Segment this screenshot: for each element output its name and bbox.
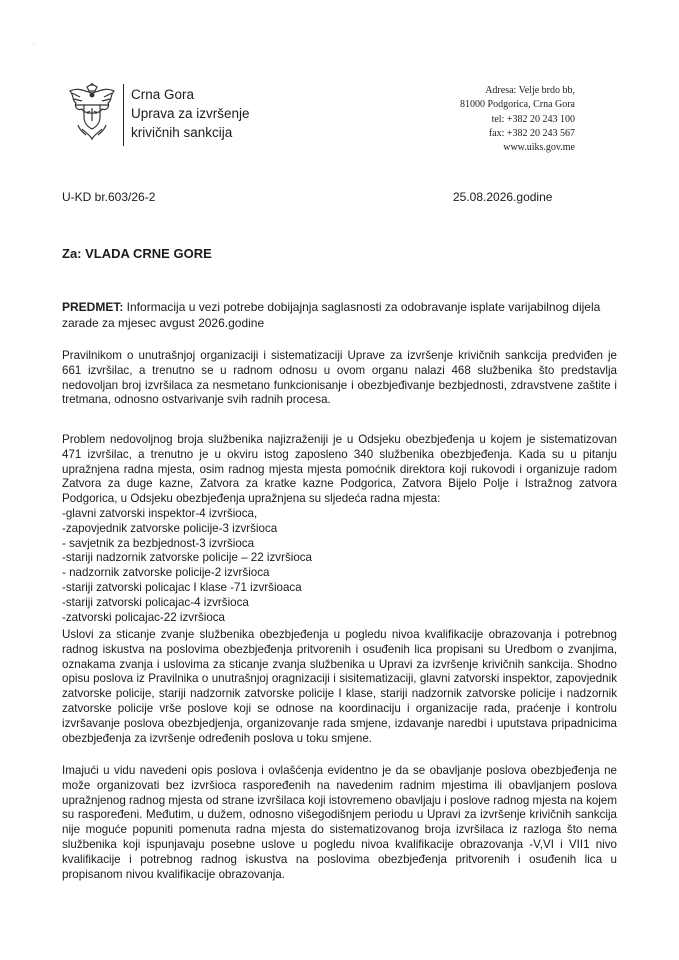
contact-block bbox=[460, 84, 575, 155]
position-item: -zapovjednik zatvorske policije-3 izvršioca bbox=[62, 521, 278, 535]
subject-label: PREDMET: bbox=[62, 300, 124, 314]
contact-address: Adresa: Velje brdo bb, bbox=[485, 85, 575, 96]
position-item: -glavni zatvorski inspektor-4 izvršioca, bbox=[62, 506, 258, 520]
body-paragraph-2 bbox=[62, 433, 617, 625]
contact-website: www.uiks.gov.me bbox=[503, 142, 575, 154]
recipient-line: Za: VLADA CRNE GORE bbox=[62, 246, 212, 261]
subject-text: Informacija u vezi potrebe dobijajnja saglasnosti za odobravanje isplate varijabilnog dijela zarade za mjesec avgust 2026.godine bbox=[62, 300, 601, 330]
body-paragraph-1: Pravilnikom o unutrašnjoj organizaciji i sistematizaciji Uprave za izvršenje krivičnih sankcija predviđen je 661 izvršilac, a trenutno se u radnom odnosu u ovom organu nalazi 468 službenika što predstavlja nedovoljan broj izvršilaca za nesmetano funkcionisanje i obezbjeđivanje bezbjednosti, zdravstvene zaštite i tretmana, odnosno ostvarivanje svih radnih procesa. bbox=[62, 349, 617, 407]
paragraph-2-text: Problem nedovoljnog broja službenika najizraženiji je u Odsjeku obezbjeđenja u kojem je sistematizovan 471 izvršilac, a trenutno je u okviru istog zaposleno 340 službenika obezbjeđenja. Kada su u pitanju upražnjena radna mjesta, osim radnog mjesta mjesta pomoćnik direktora koji rukovodi i organizuje radom Zatvora za duge kazne, Zatvora za kratke kazne Podgorica, Zatvora Bijelo Polje i Istražnog zatvora Podgorica, u Odsjeku obezbjeđenja upražnjena su sljedeća radna mjesta: bbox=[62, 433, 617, 506]
position-item: -stariji zatvorski policajac I klase -71 izvršioaca bbox=[62, 580, 302, 594]
position-item: - nadzornik zatvorske policije-2 izvršioca bbox=[62, 566, 270, 580]
position-item: -zatvorski policajac-22 izvršioca bbox=[62, 610, 226, 624]
org-line-authority: Uprava za izvršenje bbox=[131, 106, 250, 121]
document-date: 25.08.2026.godine bbox=[453, 190, 553, 204]
position-item: -stariji zatvorski policajac-4 izvršioca bbox=[62, 595, 249, 609]
org-line-country: Crna Gora bbox=[131, 87, 195, 102]
contact-fax: fax: +382 20 243 567 bbox=[488, 127, 575, 139]
contact-phone: tel: +382 20 243 100 bbox=[491, 113, 575, 125]
coat-of-arms-icon bbox=[66, 83, 118, 141]
scan-smudge: ⁘ · bbox=[30, 40, 42, 49]
subject-block bbox=[62, 300, 617, 331]
body-paragraph-3: Uslovi za sticanje zvanje službenika obezbjeđenja u pogledu nivoa kvalifikacije obrazovanja i potrebnog radnog iskustva na poslovima obezbjeđenja pritvorenih i osuđenih lica propisani su Uredbom o zvanjima, oznakama zvanja i uslovima za sticanje zvanja službenika u Upravi za izvršenje krivičnih sankcija. Shodno opisu poslova iz Pravilnika o unutrašnjoj oragnizaciji i sisitematizaciji, glavni zatvorski inspektor, zapovjednik zatvorske policije, stariji nadzornik zatvorske policije I klase, stariji nadzornik zatvorske policije i nadzornik zatvorske policije vrše poslove koji se odnose na koordinaciju i organizacije rada, praćenje i kontrolu izvršavanje poslova obezbjedjenja, organizovanje rada smjene, izdavanje naredbi i uputstava pripadnicima obezbjeđenja za izvršenje određenih poslova u toku smjene. bbox=[62, 628, 617, 745]
organization-name bbox=[131, 85, 250, 142]
body-paragraph-4: Imajući u vidu navedeni opis poslova i ovlašćenja evidentno je da se obavljanje poslova obezbjeđenja ne može organizovati bez izvršioca raspoređenih na navedenim radnim mjestima ili obavljanjem poslova upražnjenog radnog mjesta od strane izvršilaca koji istovremeno obavljaju i poslove radnog mjesta na kojem su raspoređeni. Međutim, u dužem, odnosno višegodišnjem periodu u Upravi za izvršenje krivičnih sankcija nije moguće popuniti pomenuta radna mjesta do sistematizovanog broja izvršilaca iz razloga što nema službenika koji ispunjavaju posebne uslove u pogledu nivoa kvalifikacije obrazovanja -V,VI i VII1 nivo kvalifikacije i potrebnog radnog iskustva na poslovima obezbjeđenja pritvorenih i osuđenih lica u propisanom nivou kvalifikacije obrazovanja. bbox=[62, 764, 617, 881]
position-item: - savjetnik za bezbjednost-3 izvršioca bbox=[62, 536, 255, 550]
header-divider bbox=[123, 84, 124, 146]
org-line-sanctions: krivičnih sankcija bbox=[131, 125, 233, 140]
contact-city: 81000 Podgorica, Crna Gora bbox=[460, 99, 575, 111]
position-item: -stariji nadzornik zatvorske policije – 22 izvršioca bbox=[62, 551, 313, 565]
reference-number: U-KD br.603/26-2 bbox=[62, 190, 156, 204]
